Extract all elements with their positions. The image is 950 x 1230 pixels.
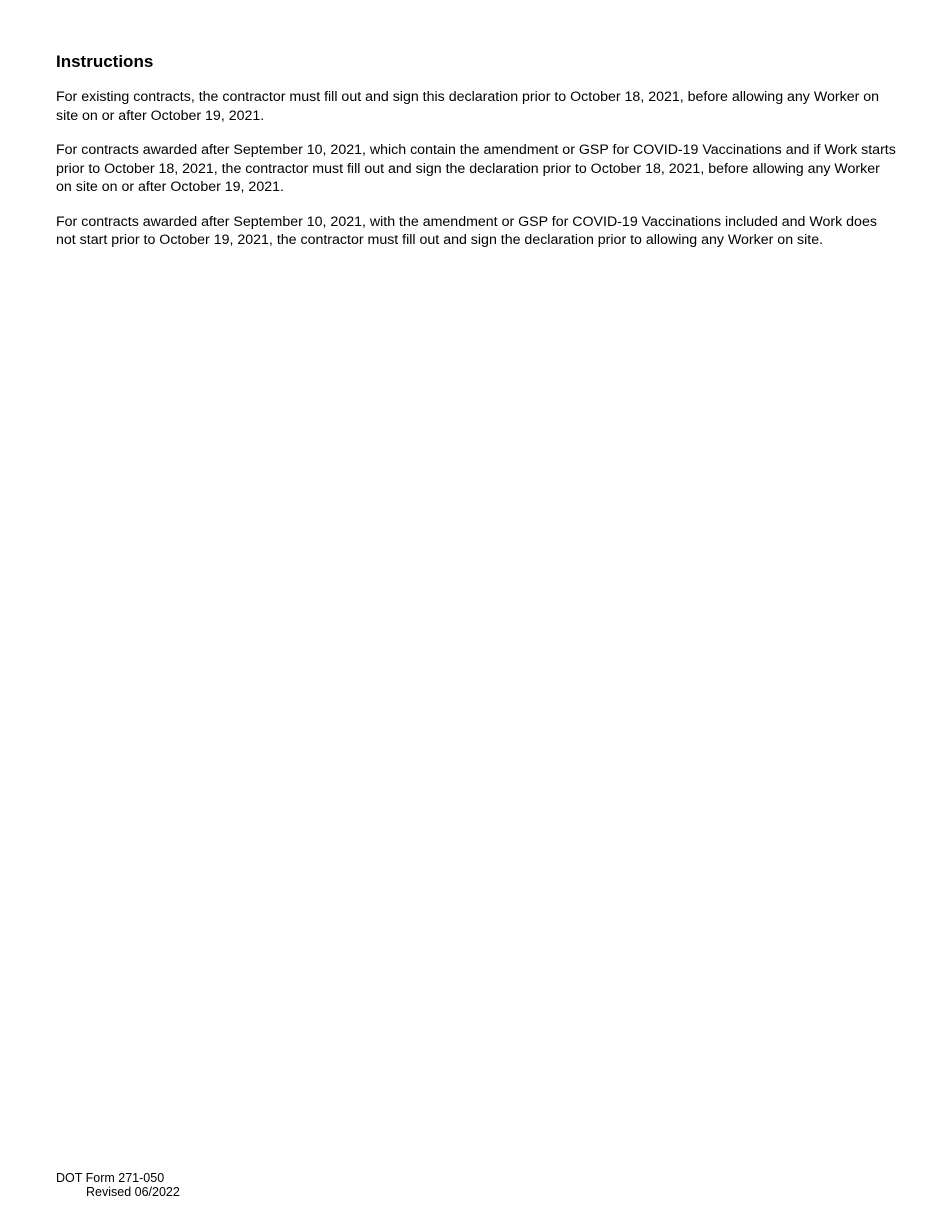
instruction-paragraph-work-starts-before: For contracts awarded after September 10, 2021, which contain the amendment or GSP for COVID-19 Vaccinations and if Work starts prior to October 18, 2021, the contractor must fill out and sign the declaration prior to October 18, 2021, before allowing any Worker on site on or after October 19, 2021.	[56, 142, 896, 195]
section-heading: Instructions	[56, 52, 154, 71]
form-number: DOT Form 271-050	[56, 1171, 165, 1185]
form-footer	[56, 1171, 180, 1199]
instruction-paragraph-work-starts-after: For contracts awarded after September 10, 2021, with the amendment or GSP for COVID-19 Vaccinations included and Work does not start prior to October 19, 2021, the contractor must fill out and sign the declaration prior to allowing any Worker on site.	[56, 213, 877, 248]
instructions-section	[56, 52, 896, 266]
revision-date: Revised 06/2022	[86, 1185, 180, 1199]
instruction-paragraph-existing-contracts: For existing contracts, the contractor must fill out and sign this declaration prior to October 18, 2021, before allowing any Worker on site on or after October 19, 2021.	[56, 89, 880, 124]
